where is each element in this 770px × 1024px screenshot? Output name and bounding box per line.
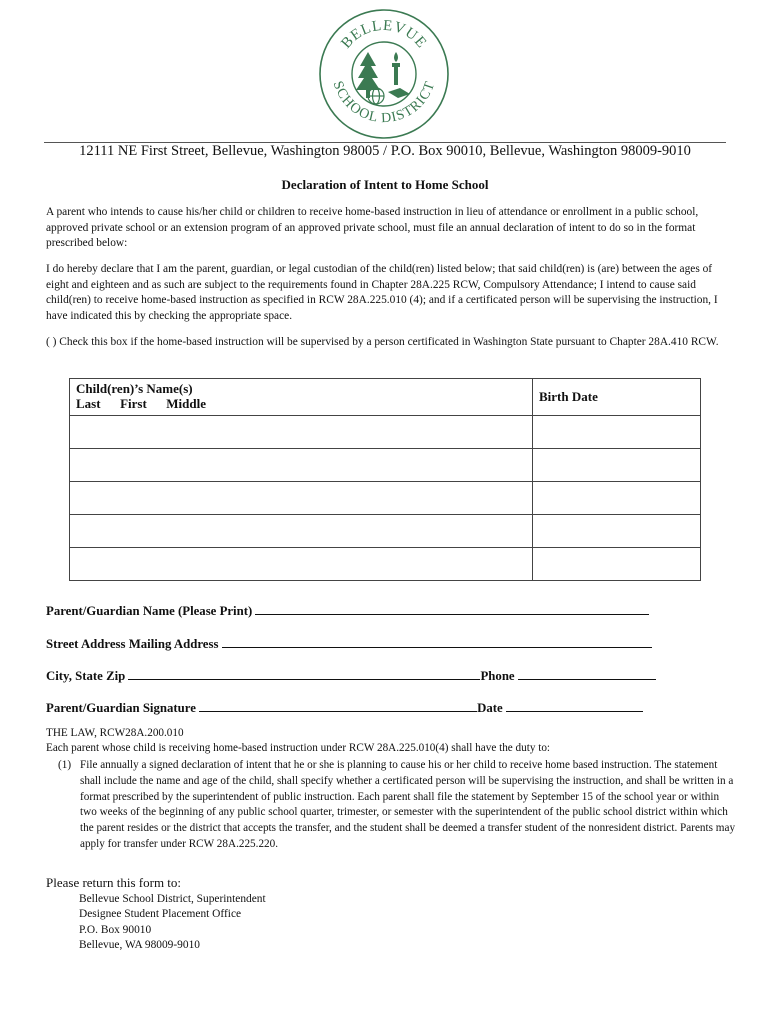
signature-line[interactable] <box>199 700 477 712</box>
table-row <box>70 482 701 515</box>
birth-date-cell[interactable] <box>533 515 701 548</box>
first-name-label: First <box>120 396 147 411</box>
torch-icon <box>392 52 400 85</box>
street-address-label: Street Address Mailing Address <box>46 637 219 651</box>
birth-date-cell[interactable] <box>533 416 701 449</box>
return-line: P.O. Box 90010 <box>79 923 152 936</box>
street-address-line[interactable] <box>222 636 652 648</box>
child-name-cell[interactable] <box>70 449 533 482</box>
children-name-label: Child(ren)’s Name(s) <box>76 381 193 396</box>
declaration-paragraph: I do hereby declare that I am the parent, guardian, or legal custodian of the child(ren) listed below; that said child(ren) is (are) between the ages of eight and eighteen and as such are subject to the requirements found in Chapter 28A.225 RCW, Compulsory Attendance; I intend to cause said child(ren) to receive home-based instruction as specified in RCW 28A.225.010 (4); and if a certificated person will be supervising the instruction, I have indicated this by checking the appropriate space. <box>46 263 718 322</box>
child-name-cell[interactable] <box>70 548 533 581</box>
law-item <box>46 758 736 853</box>
city-state-zip-label: City, State Zip <box>46 669 126 683</box>
form-title: Declaration of Intent to Home School <box>281 177 489 192</box>
date-line[interactable] <box>506 700 643 712</box>
globe-icon <box>368 88 384 104</box>
seal-text-bottom: SCHOOL DISTRICT <box>329 79 439 127</box>
table-row <box>70 548 701 581</box>
guardian-name-field <box>46 603 726 619</box>
street-address-field <box>46 636 726 652</box>
date-label: Date <box>477 701 503 715</box>
return-line: Bellevue, WA 98009-9010 <box>79 938 200 951</box>
children-name-header <box>70 379 533 416</box>
intro-paragraph: A parent who intends to cause his/her child or children to receive home-based instruction in lieu of attendance or enrollment in a public school, approved private school or an extension program of an approved private school, must file an annual declaration of intent to do so in the format prescribed below: <box>46 206 699 249</box>
table-row <box>70 515 701 548</box>
birth-date-cell[interactable] <box>533 482 701 515</box>
phone-label: Phone <box>480 669 515 683</box>
district-seal-logo <box>318 8 450 140</box>
signature-label: Parent/Guardian Signature <box>46 701 196 715</box>
return-line: Designee Student Placement Office <box>79 908 242 921</box>
signature-field <box>46 700 726 716</box>
return-heading: Please return this form to: <box>46 875 182 890</box>
return-address <box>79 892 266 953</box>
law-item-number: (1) <box>58 759 72 771</box>
seal-text-top: BELLEVUE <box>338 17 430 52</box>
city-state-zip-field <box>46 668 726 684</box>
law-item-text: File annually a signed declaration of intent that he or she is planning to cause his or her child to receive home based instruction. The statement shall include the name and age of the child, shall specify whether a certificated person will be supervising the instruction, and shall be written in a format prescribed by the superintendent of public instruction. Each parent shall file the statement by September 15 of the school year or within two weeks of the beginning of any public school quarter, trimester, or semester with the superintendent of the public school district within which the parent resides or the district that accepts the transfer, and the student shall be deemed a transfer student of the nonresident district. Parents may apply for transfer under RCW 28A.225.220. <box>80 759 736 850</box>
district-address: 12111 NE First Street, Bellevue, Washington 98005 / P.O. Box 90010, Bellevue, Washington 98009-9010 <box>79 143 691 159</box>
table-row <box>70 416 701 449</box>
guardian-name-line[interactable] <box>255 603 649 615</box>
return-line: Bellevue School District, Superintendent <box>79 893 266 905</box>
tree-icon <box>356 52 380 98</box>
svg-text:BELLEVUE <box>338 18 429 52</box>
middle-name-label: Middle <box>166 396 207 411</box>
city-state-zip-line[interactable] <box>128 668 480 680</box>
phone-line[interactable] <box>518 668 656 680</box>
certificated-checkbox-text[interactable]: ( ) Check this box if the home-based instruction will be supervised by a person certificated in Washington State pursuant to Chapter 28A.410 RCW. <box>46 336 719 348</box>
birth-date-cell[interactable] <box>533 548 701 581</box>
child-name-cell[interactable] <box>70 482 533 515</box>
table-row <box>70 449 701 482</box>
law-intro: Each parent whose child is receiving home-based instruction under RCW 28A.225.010(4) shall have the duty to: <box>46 742 551 754</box>
birth-date-cell[interactable] <box>533 449 701 482</box>
guardian-name-label: Parent/Guardian Name (Please Print) <box>46 604 253 618</box>
child-name-cell[interactable] <box>70 515 533 548</box>
birth-date-header: Birth Date <box>533 379 701 416</box>
child-name-cell[interactable] <box>70 416 533 449</box>
law-heading: THE LAW, RCW28A.200.010 <box>46 727 184 739</box>
svg-text:SCHOOL DISTRICT <box>330 79 439 126</box>
children-table <box>69 378 701 581</box>
last-name-label: Last <box>76 396 101 411</box>
